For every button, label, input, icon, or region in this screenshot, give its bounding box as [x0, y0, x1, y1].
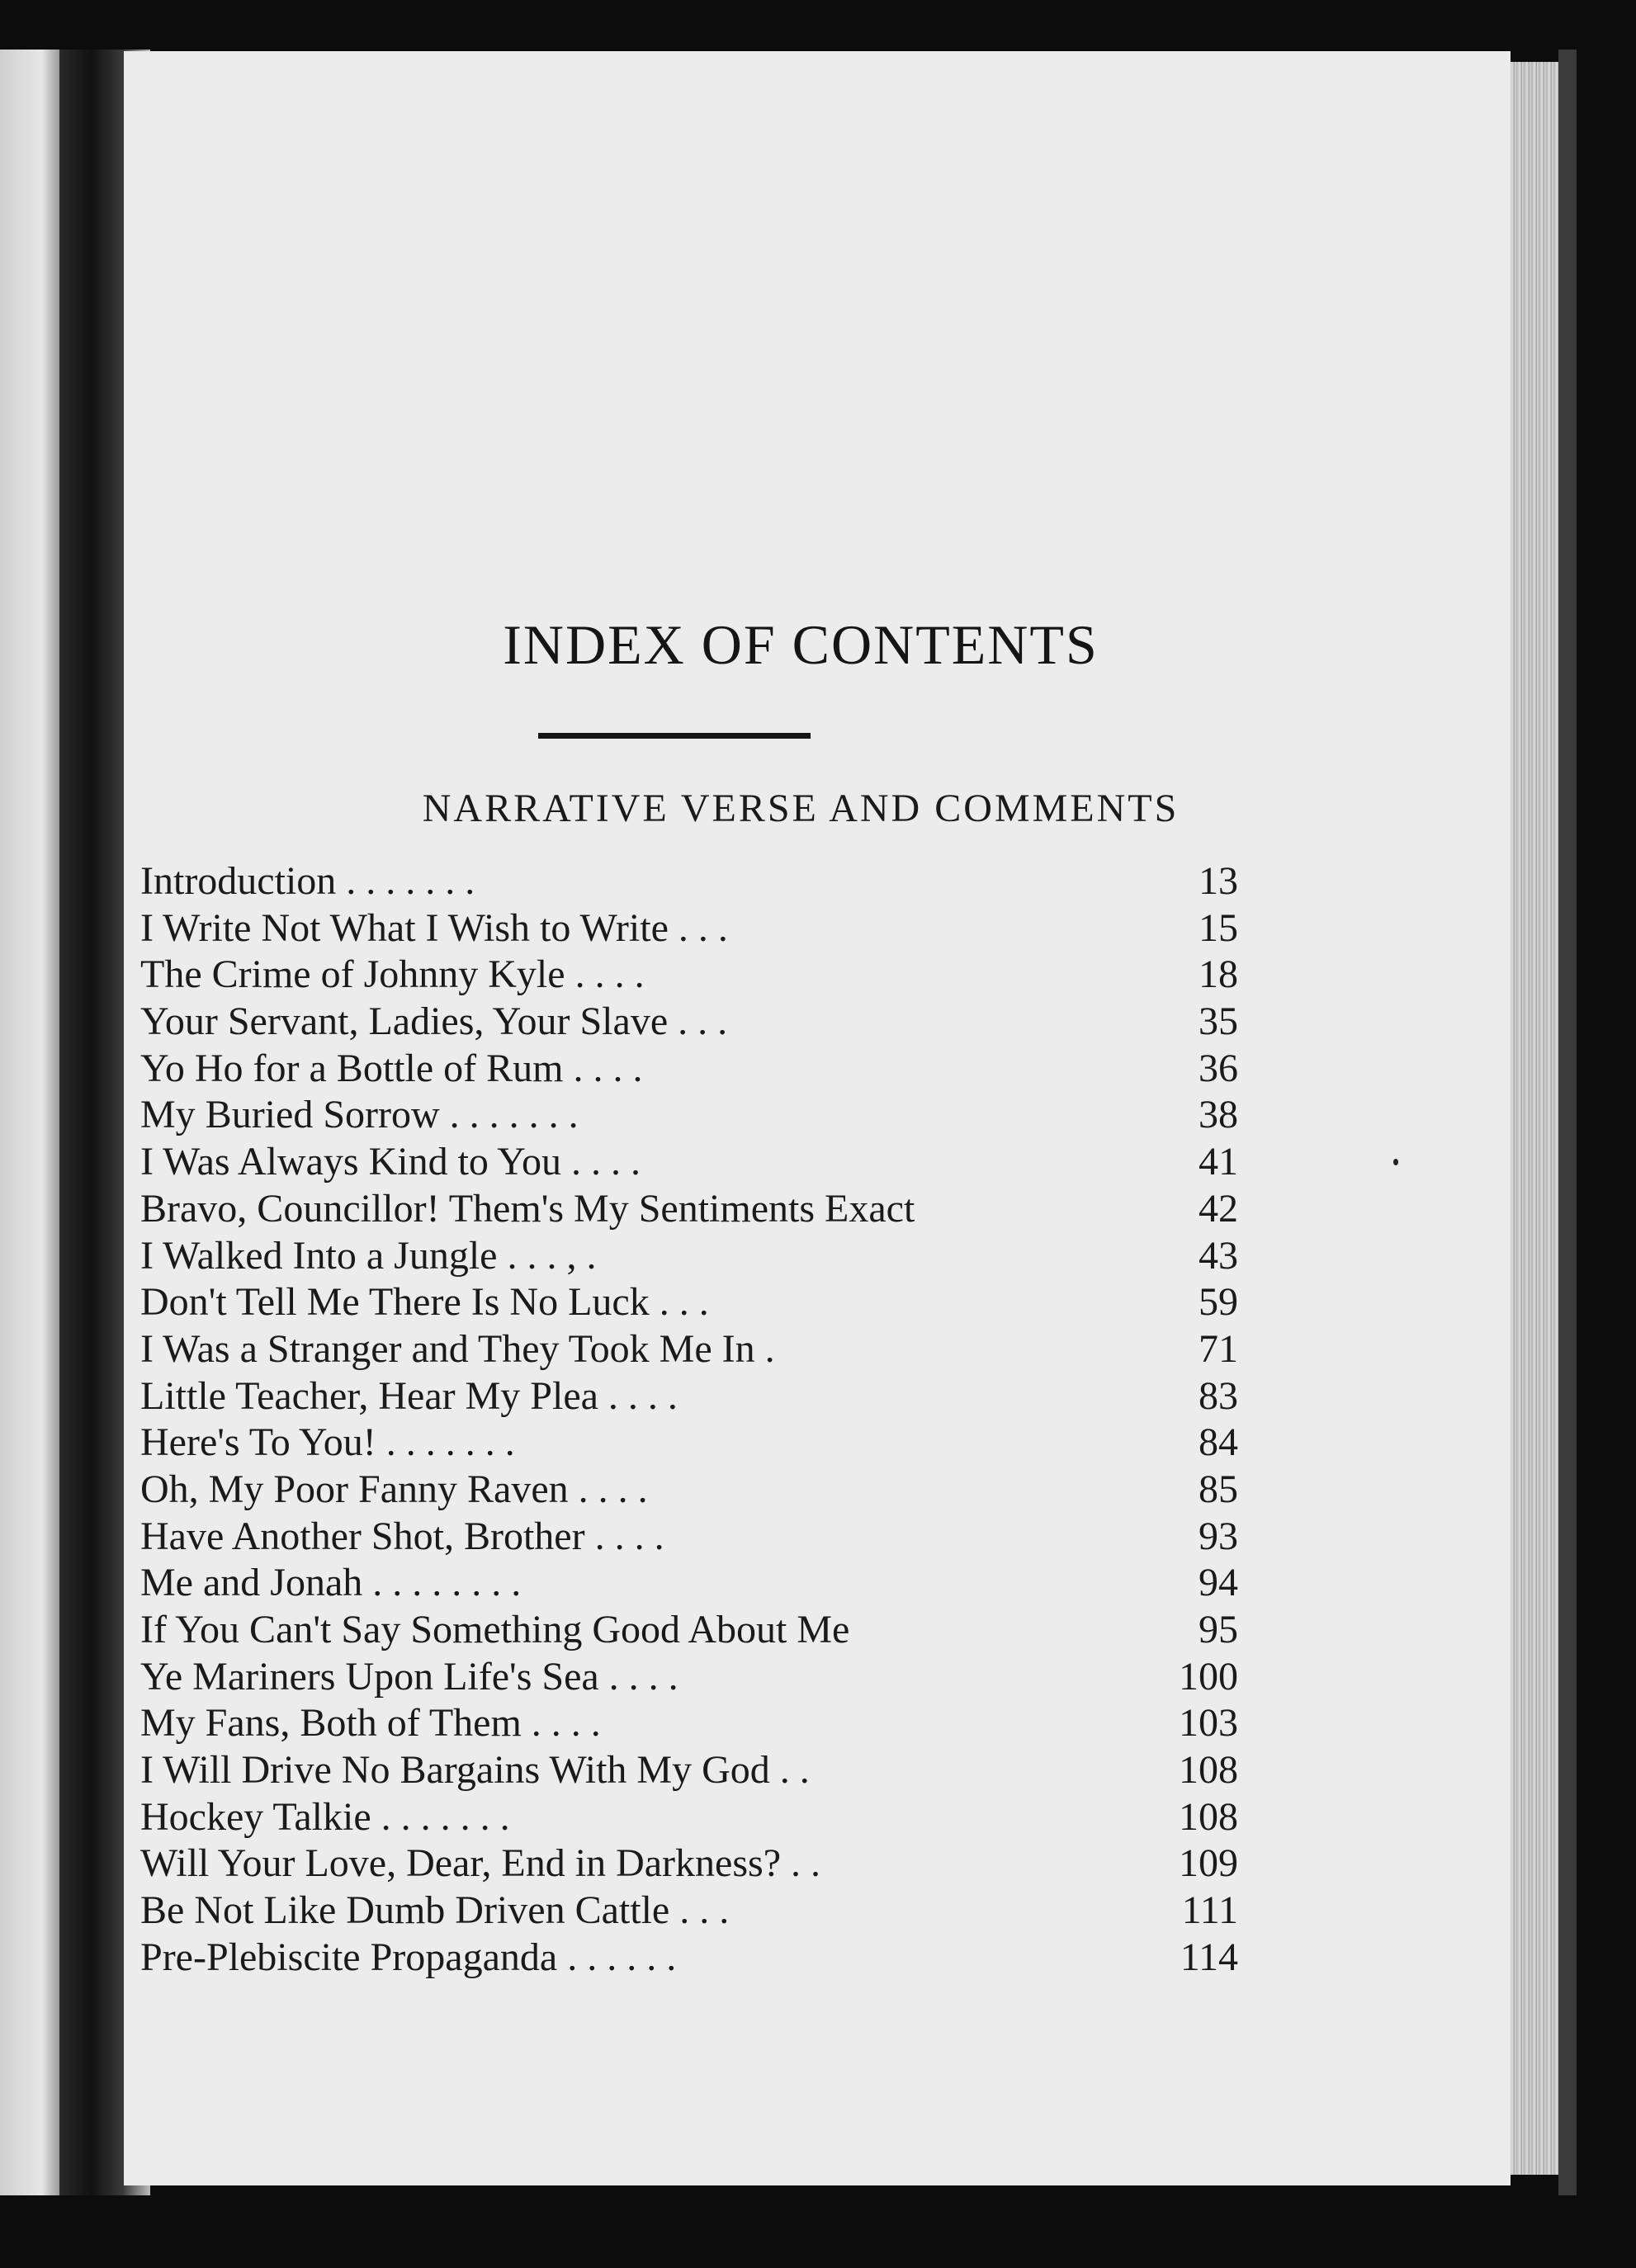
toc-entry-page: 114	[1180, 1935, 1238, 1979]
toc-entry-title: I Was Always Kind to You . . . .	[140, 1140, 641, 1184]
toc-entry-title: Bravo, Councillor! Them's My Sentiments Exact	[140, 1186, 915, 1231]
toc-entry-title: Be Not Like Dumb Driven Cattle . . .	[140, 1888, 730, 1933]
toc-entry-title: My Buried Sorrow . . . . . . .	[140, 1093, 579, 1137]
toc-entry-title: I Walked Into a Jungle . . . , .	[140, 1233, 597, 1278]
toc-entry	[140, 1373, 1238, 1420]
toc-entry-page: 35	[1199, 999, 1238, 1044]
toc-entry	[140, 952, 1238, 999]
toc-entry	[140, 1840, 1238, 1888]
book-cover-edge	[1558, 50, 1577, 2195]
toc-entry	[140, 1888, 1238, 1935]
toc-entry	[140, 1700, 1238, 1747]
toc-entry-page: 41	[1199, 1140, 1238, 1184]
toc-entry	[140, 1560, 1238, 1607]
toc-entry-page: 36	[1199, 1046, 1238, 1090]
toc-entry	[140, 1046, 1238, 1093]
toc-entry-title: Ye Mariners Upon Life's Sea . . . .	[140, 1654, 679, 1699]
toc-entry-title: Pre-Plebiscite Propaganda . . . . . .	[140, 1935, 677, 1979]
toc-entry-title: Don't Tell Me There Is No Luck . . .	[140, 1280, 709, 1325]
toc-entry-page: 94	[1199, 1561, 1238, 1605]
toc-entry-page: 15	[1199, 905, 1238, 950]
toc-entry-title: I Was a Stranger and They Took Me In .	[140, 1326, 775, 1371]
toc-entry-page: 95	[1199, 1608, 1238, 1651]
page-stack-edge	[1507, 62, 1558, 2175]
toc-entry	[140, 1139, 1238, 1186]
toc-entry	[140, 1935, 1238, 1982]
toc-entry-page: 108	[1179, 1748, 1238, 1793]
toc-entry-title: Introduction . . . . . . .	[140, 859, 475, 903]
toc-entry-title: The Crime of Johnny Kyle . . . .	[140, 952, 645, 997]
toc-entry-title: Me and Jonah . . . . . . . .	[140, 1561, 522, 1605]
toc-entry-page: 43	[1199, 1233, 1238, 1278]
toc-entry-page: 42	[1199, 1186, 1238, 1231]
toc-entry	[140, 1794, 1238, 1841]
toc-entry	[140, 1233, 1238, 1280]
toc-entry-page: 111	[1181, 1888, 1238, 1933]
toc-entry-page: 93	[1199, 1514, 1238, 1558]
toc-entry-page: 109	[1179, 1841, 1238, 1886]
toc-entry-page: 103	[1179, 1701, 1238, 1746]
toc-entry-page: 85	[1199, 1467, 1238, 1511]
toc-entry-page: 71	[1199, 1326, 1238, 1371]
toc-entry	[140, 999, 1238, 1046]
toc-entry	[140, 1420, 1238, 1467]
toc-entry	[140, 1654, 1238, 1701]
title-rule	[538, 733, 811, 739]
toc-entry-page: 59	[1199, 1280, 1238, 1325]
toc-entry-title: Your Servant, Ladies, Your Slave . . .	[140, 999, 728, 1044]
toc-entry-page: 108	[1179, 1794, 1238, 1839]
toc-entry-title: Here's To You! . . . . . . .	[140, 1420, 515, 1465]
toc-entry	[140, 858, 1238, 905]
toc-entry-title: Have Another Shot, Brother . . . .	[140, 1514, 664, 1558]
toc-entry-title: Yo Ho for a Bottle of Rum . . . .	[140, 1046, 643, 1090]
toc-entry-title: My Fans, Both of Them . . . .	[140, 1701, 601, 1746]
toc-entry-title: I Will Drive No Bargains With My God . .	[140, 1748, 810, 1793]
toc-entry-page: 83	[1199, 1373, 1238, 1418]
table-of-contents	[140, 858, 1238, 1982]
toc-entry	[140, 1607, 1238, 1654]
toc-entry-page: 38	[1199, 1093, 1238, 1137]
toc-entry	[140, 1326, 1238, 1373]
toc-entry	[140, 1467, 1238, 1514]
toc-entry-page: 18	[1199, 952, 1238, 997]
toc-entry-page: 13	[1199, 859, 1238, 903]
toc-entry	[140, 1186, 1238, 1233]
ink-speck	[1393, 1159, 1398, 1165]
section-heading: NARRATIVE VERSE AND COMMENTS	[422, 787, 1180, 830]
book-page	[124, 51, 1511, 2185]
toc-entry-title: Hockey Talkie . . . . . . .	[140, 1794, 510, 1839]
toc-entry	[140, 1279, 1238, 1326]
page-title: INDEX OF CONTENTS	[503, 613, 1099, 676]
toc-entry-page: 84	[1199, 1420, 1238, 1465]
toc-entry-page: 100	[1179, 1654, 1238, 1699]
toc-entry-title: Little Teacher, Hear My Plea . . . .	[140, 1373, 678, 1418]
toc-entry-title: Oh, My Poor Fanny Raven . . . .	[140, 1467, 648, 1511]
toc-entry	[140, 1092, 1238, 1139]
toc-entry	[140, 1747, 1238, 1794]
toc-entry-title: I Write Not What I Wish to Write . . .	[140, 905, 728, 950]
facing-page-edge	[0, 50, 59, 2195]
toc-entry	[140, 1514, 1238, 1561]
toc-entry	[140, 905, 1238, 952]
toc-entry-title: Will Your Love, Dear, End in Darkness? . .	[140, 1841, 820, 1886]
toc-entry-title: If You Can't Say Something Good About Me	[140, 1608, 850, 1651]
